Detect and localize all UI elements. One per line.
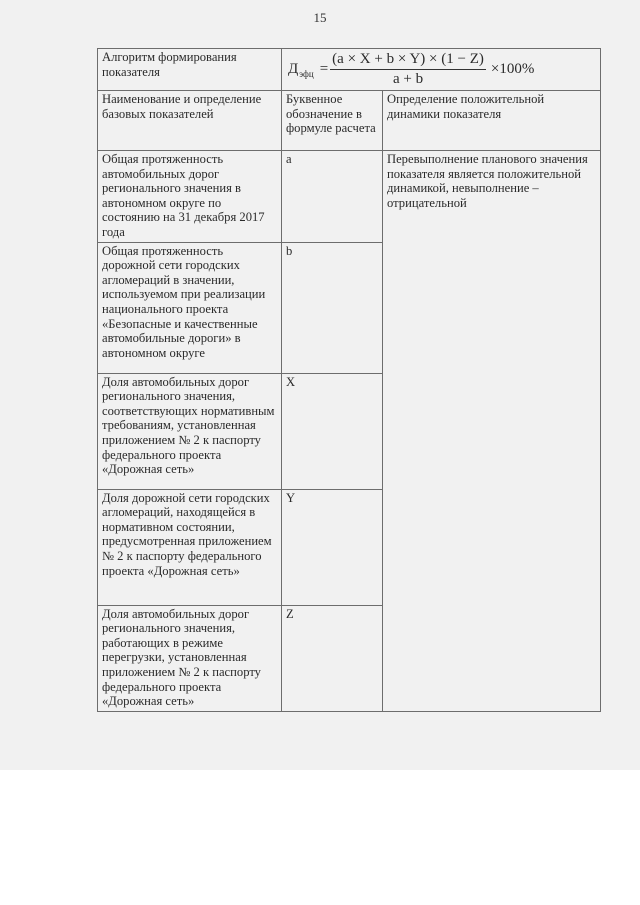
indicator-table bbox=[97, 48, 601, 712]
formula-multiplier: ×100% bbox=[490, 61, 535, 78]
row-symbol: Z bbox=[282, 605, 383, 711]
table-row bbox=[98, 151, 601, 243]
row-name: Доля автомобильных дорог регионального значения, соответствующих нормативным требованиям, установленная приложением № 2 к паспорту федерального проекта «Дорожная сеть» bbox=[98, 373, 282, 489]
algorithm-label: Алгоритм формирования показателя bbox=[98, 49, 282, 91]
formula-lhs-subscript: эфц bbox=[299, 68, 314, 79]
formula-lhs bbox=[288, 62, 314, 78]
formula-cell bbox=[282, 49, 601, 91]
row-name: Доля автомобильных дорог регионального значения, работающих в режиме перегрузки, установленная приложением № 2 к паспорту федерального проекта «Дорожная сеть» bbox=[98, 605, 282, 711]
formula-denominator: a + b bbox=[392, 71, 424, 87]
formula-row bbox=[98, 49, 601, 91]
column-header-name: Наименование и определение базовых показателей bbox=[98, 91, 282, 151]
row-symbol: b bbox=[282, 242, 383, 373]
row-name: Общая протяженность дорожной сети городских агломераций в значении, используемом при реализации национального проекта «Безопасные и качественные автомобильные дороги» в автономном округе bbox=[98, 242, 282, 373]
row-symbol: X bbox=[282, 373, 383, 489]
formula-fraction bbox=[330, 52, 486, 86]
row-name: Доля дорожной сети городских агломераций, находящейся в нормативном состоянии, предусмотренная приложением № 2 к паспорту федерального проекта «Дорожная сеть» bbox=[98, 489, 282, 605]
row-symbol: a bbox=[282, 151, 383, 243]
formula-numerator: (a × X + b × Y) × (1 − Z) bbox=[330, 52, 486, 70]
column-header-symbol: Буквенное обозначение в формуле расчета bbox=[282, 91, 383, 151]
page-number: 15 bbox=[313, 10, 327, 25]
formula-equals: = bbox=[319, 61, 329, 78]
column-header-row bbox=[98, 91, 601, 151]
formula-lhs-symbol: Д bbox=[288, 60, 299, 77]
row-symbol: Y bbox=[282, 489, 383, 605]
row-name: Общая протяженность автомобильных дорог регионального значения в автономном округе по состоянию на 31 декабря 2017 года bbox=[98, 151, 282, 243]
positive-definition: Перевыполнение планового значения показателя является положительной динамикой, невыполнение – отрицательной bbox=[383, 151, 601, 712]
formula bbox=[286, 50, 596, 90]
column-header-positive: Определение положительной динамики показателя bbox=[383, 91, 601, 151]
